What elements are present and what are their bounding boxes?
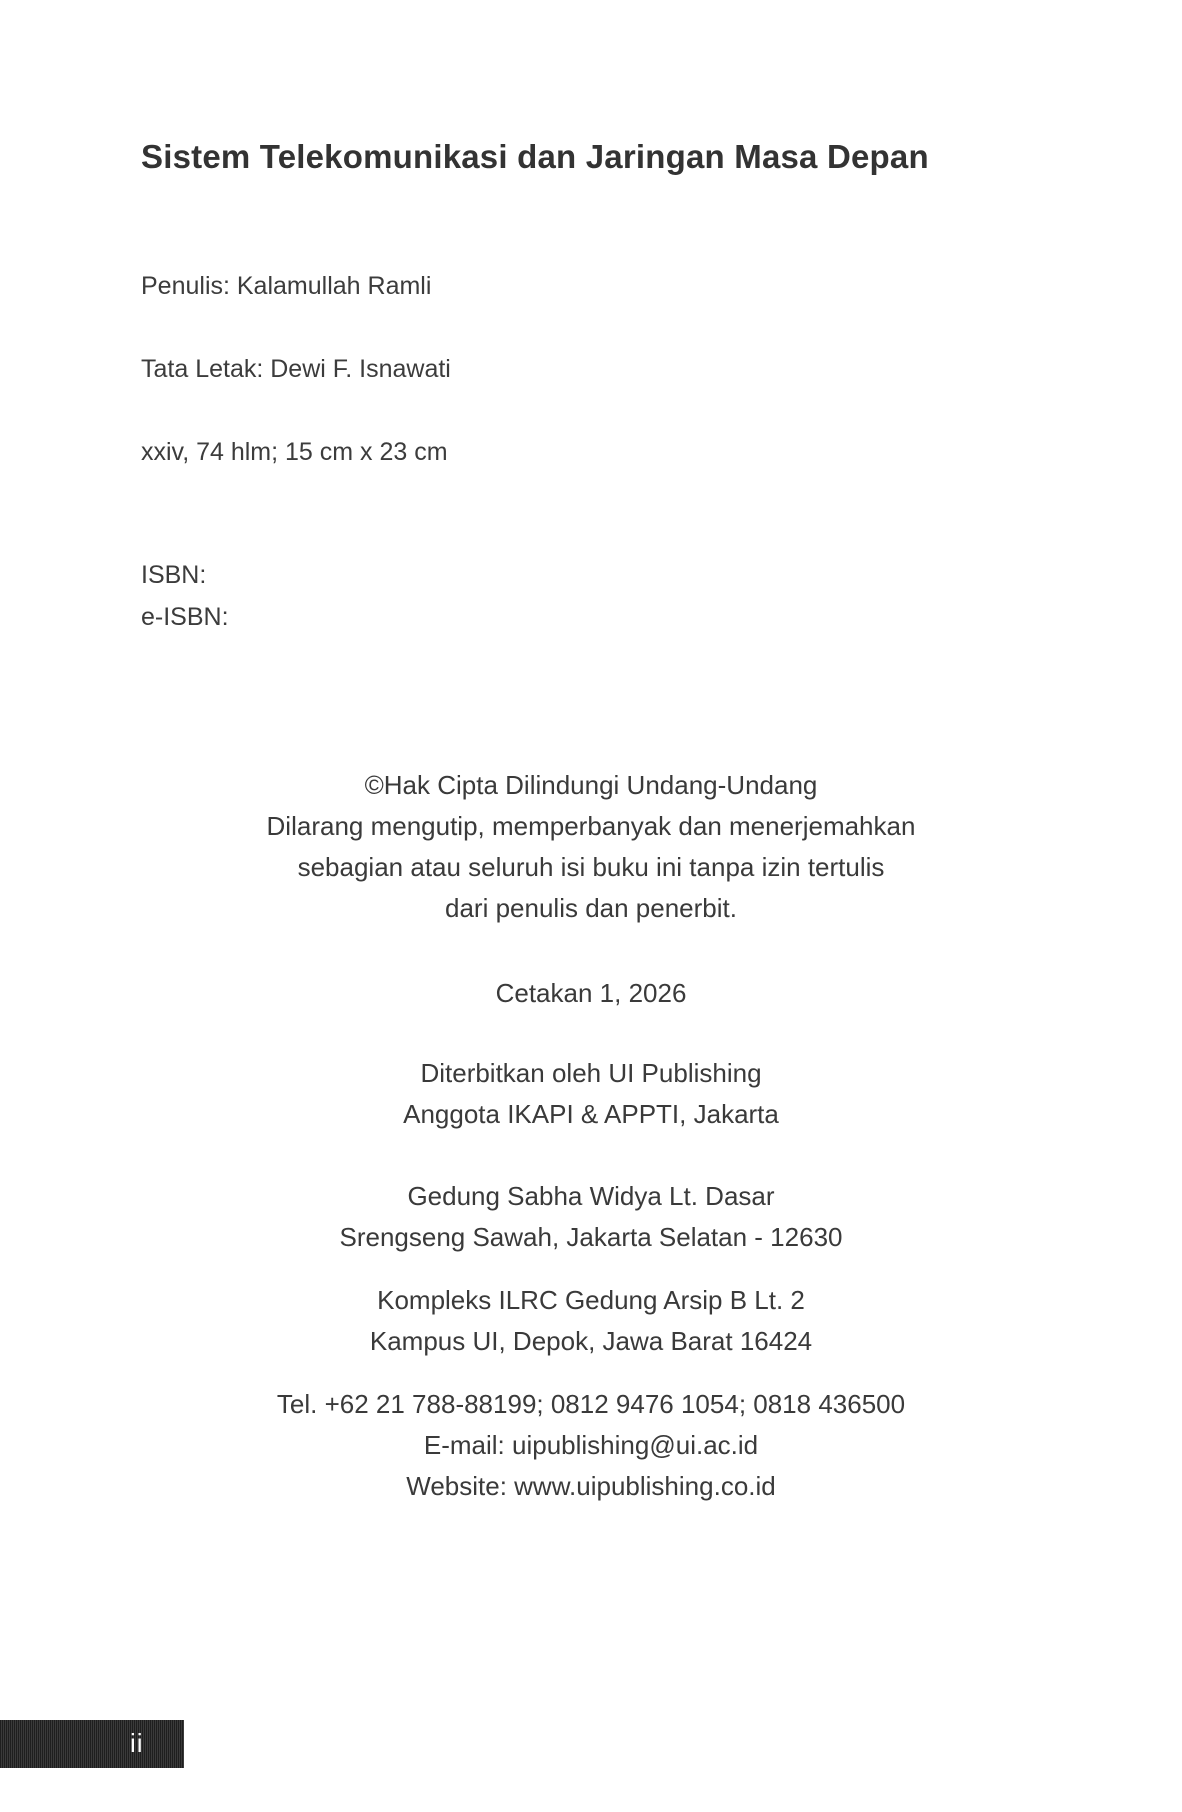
page-number: ii xyxy=(130,1728,144,1758)
layout-line: Tata Letak: Dewi F. Isnawati xyxy=(141,355,451,383)
address-line: Kompleks ILRC Gedung Arsip B Lt. 2 xyxy=(377,1285,805,1315)
publisher-line: Anggota IKAPI & APPTI, Jakarta xyxy=(403,1099,779,1129)
contact-info xyxy=(0,1384,1182,1507)
author-line: Penulis: Kalamullah Ramli xyxy=(141,272,432,300)
address-line: Kampus UI, Depok, Jawa Barat 16424 xyxy=(369,1326,813,1356)
copyright-line: ©Hak Cipta Dilindungi Undang-Undang xyxy=(364,770,818,800)
phone-line: Tel. +62 21 788-88199; 0812 9476 1054; 0818 436500 xyxy=(276,1389,906,1419)
book-title: Sistem Telekomunikasi dan Jaringan Masa Depan xyxy=(141,138,929,175)
address-line: Srengseng Sawah, Jakarta Selatan - 12630 xyxy=(339,1222,843,1252)
edition-line: Cetakan 1, 2026 xyxy=(495,978,687,1008)
address-line: Gedung Sabha Widya Lt. Dasar xyxy=(407,1181,775,1211)
publisher-info xyxy=(0,1053,1182,1135)
address-primary xyxy=(0,1176,1182,1258)
publisher-line: Diterbitkan oleh UI Publishing xyxy=(420,1058,762,1088)
copyright-line: sebagian atau seluruh isi buku ini tanpa izin tertulis xyxy=(297,852,885,882)
copyright-notice xyxy=(0,765,1182,929)
physical-description: xxiv, 74 hlm; 15 cm x 23 cm xyxy=(141,438,448,466)
copyright-line: dari penulis dan penerbit. xyxy=(445,893,737,923)
website-line: Website: www.uipublishing.co.id xyxy=(406,1471,776,1501)
eisbn-label: e-ISBN: xyxy=(141,603,229,631)
copyright-line: Dilarang mengutip, memperbanyak dan menerjemahkan xyxy=(266,811,916,841)
isbn-label: ISBN: xyxy=(141,561,207,589)
email-line: E-mail: uipublishing@ui.ac.id xyxy=(423,1430,759,1460)
edition-notice xyxy=(0,973,1182,1014)
address-secondary xyxy=(0,1280,1182,1362)
page-footer-bar xyxy=(0,1720,184,1768)
